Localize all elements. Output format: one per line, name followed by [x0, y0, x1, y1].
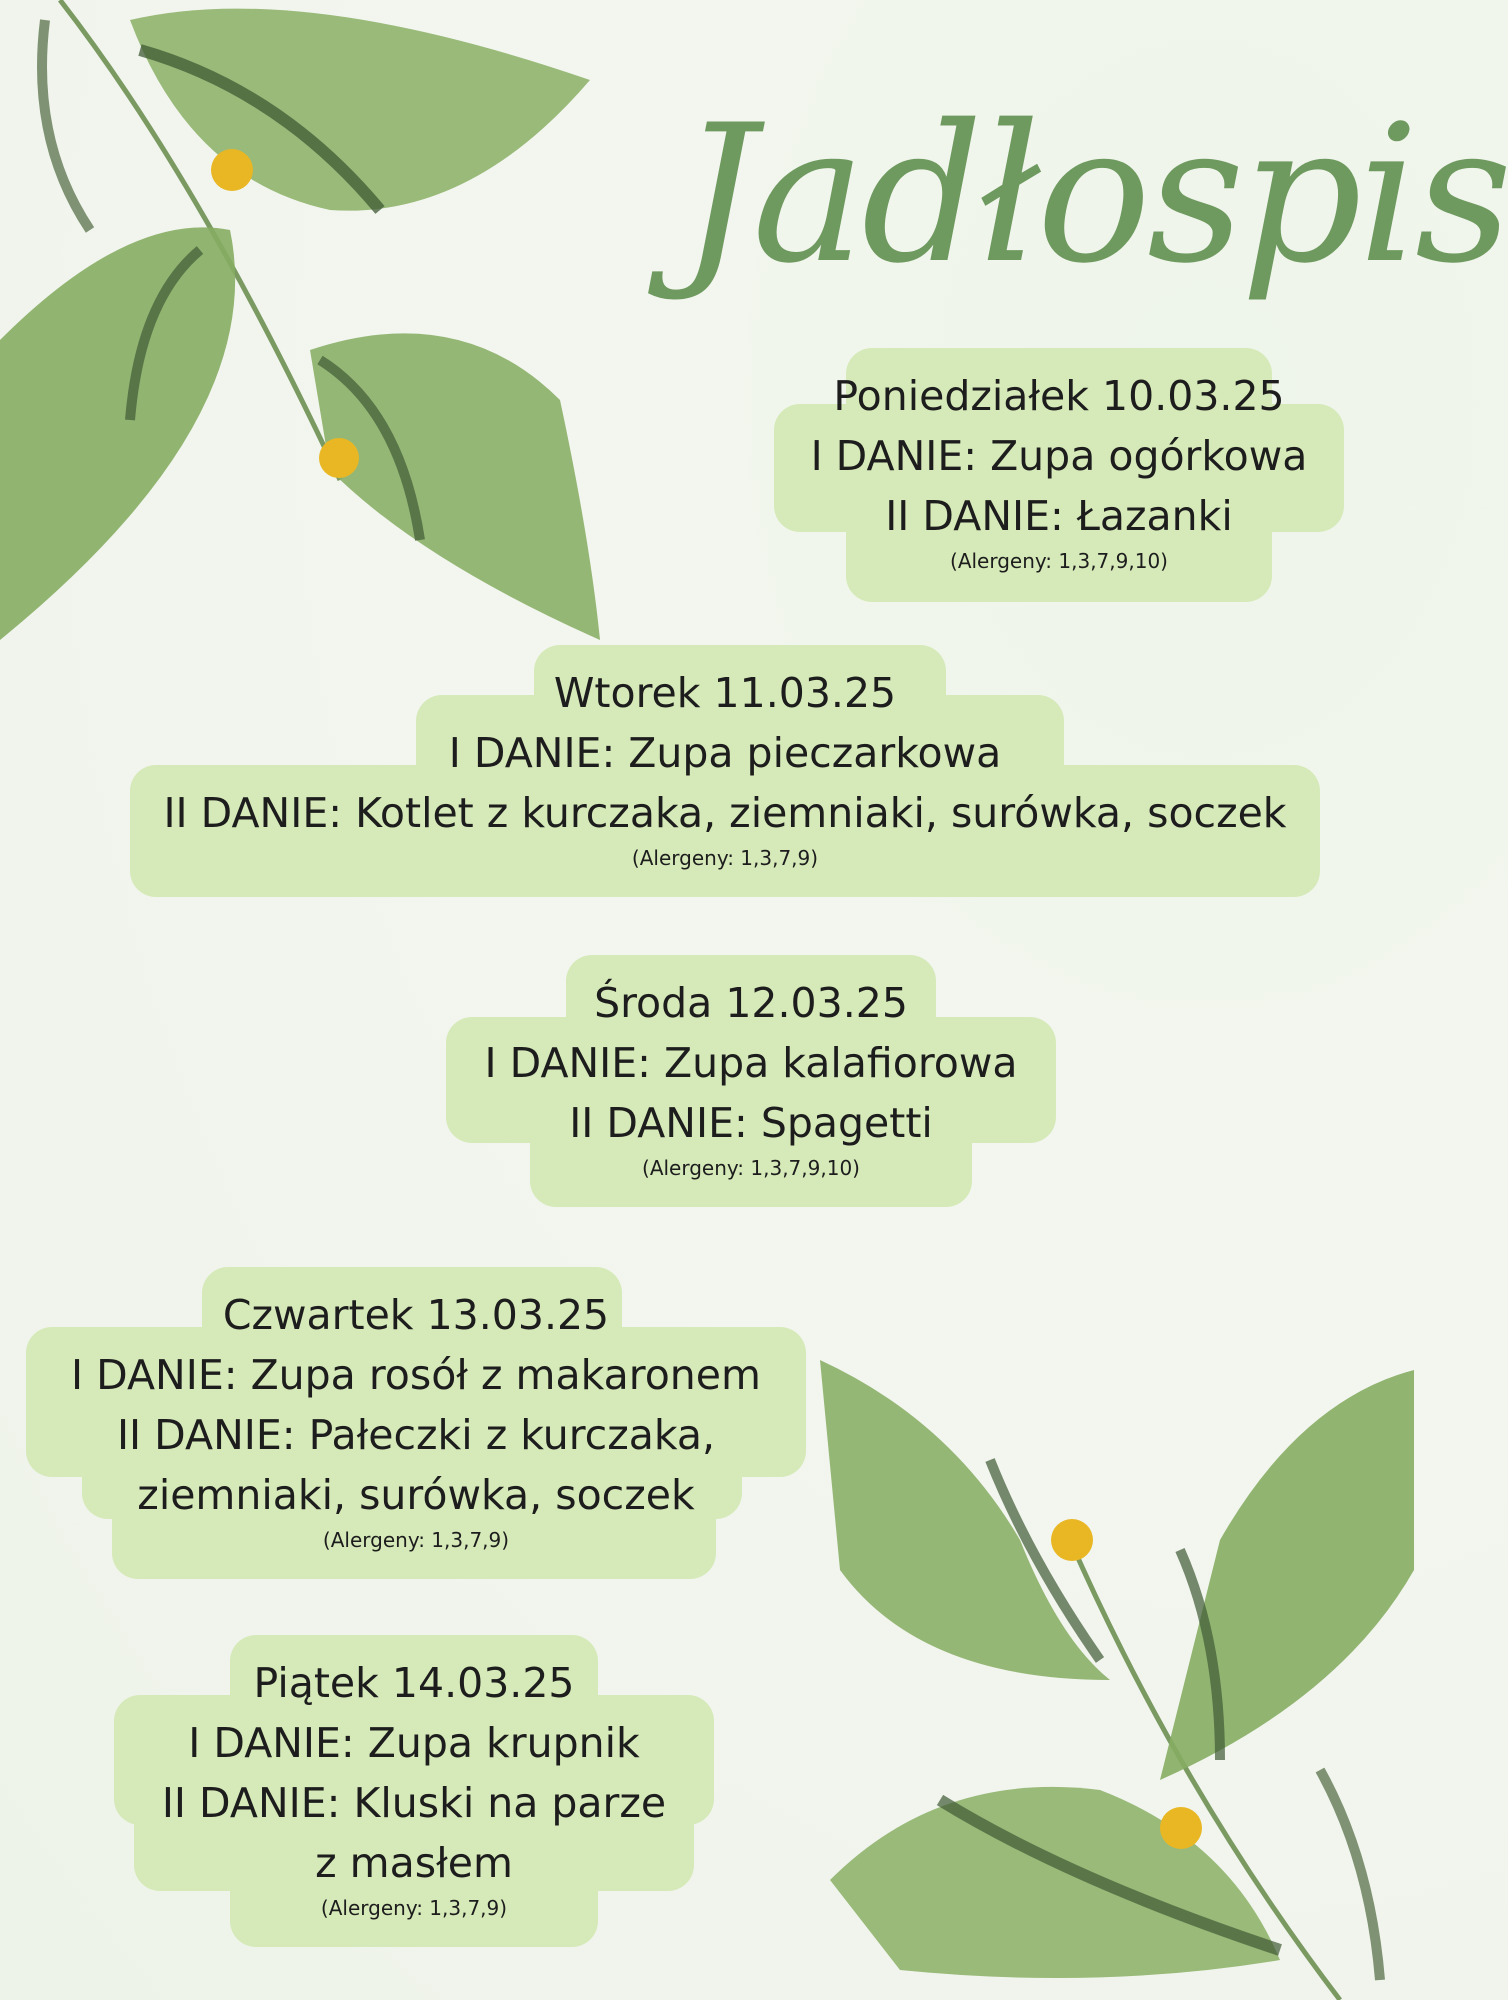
page-title: Jadłospis [680, 84, 1508, 305]
first-course: I DANIE: Zupa kalafiorowa [484, 1039, 1018, 1087]
allergens: (Alergeny: 1,3,7,9,10) [642, 1156, 860, 1180]
first-course: I DANIE: Zupa rosół z makaronem [71, 1351, 761, 1399]
leaves-top-left-illustration [0, 0, 620, 660]
day-card-friday [114, 1635, 714, 1947]
day-heading: Poniedziałek 10.03.25 [833, 372, 1285, 420]
allergens: (Alergeny: 1,3,7,9) [631, 846, 819, 870]
day-heading: Piątek 14.03.25 [253, 1659, 575, 1707]
day-card-wednesday [446, 955, 1056, 1207]
leaves-bottom-right-illustration [800, 1340, 1414, 2000]
first-course: I DANIE: Zupa krupnik [188, 1719, 640, 1767]
day-card-monday [774, 348, 1344, 602]
day-card-thursday [26, 1267, 806, 1579]
day-heading: Środa 12.03.25 [594, 979, 908, 1027]
allergens: (Alergeny: 1,3,7,9) [322, 1528, 510, 1552]
first-course: I DANIE: Zupa pieczarkowa [448, 729, 1002, 777]
day-heading: Czwartek 13.03.25 [222, 1291, 610, 1339]
allergens: (Alergeny: 1,3,7,9,10) [950, 549, 1168, 573]
first-course: I DANIE: Zupa ogórkowa [810, 432, 1308, 480]
second-course: II DANIE: Kotlet z kurczaka, ziemniaki, surówka, soczek [163, 789, 1287, 837]
second-course-continued: ziemniaki, surówka, soczek [137, 1471, 695, 1519]
second-course-continued: z masłem [315, 1839, 513, 1887]
second-course: II DANIE: Spagetti [569, 1099, 933, 1147]
second-course: II DANIE: Kluski na parze [161, 1779, 667, 1827]
day-card-tuesday [130, 645, 1320, 897]
allergens: (Alergeny: 1,3,7,9) [320, 1896, 508, 1920]
day-heading: Wtorek 11.03.25 [553, 669, 897, 717]
second-course: II DANIE: Łazanki [885, 492, 1233, 540]
second-course: II DANIE: Pałeczki z kurczaka, [116, 1411, 716, 1459]
